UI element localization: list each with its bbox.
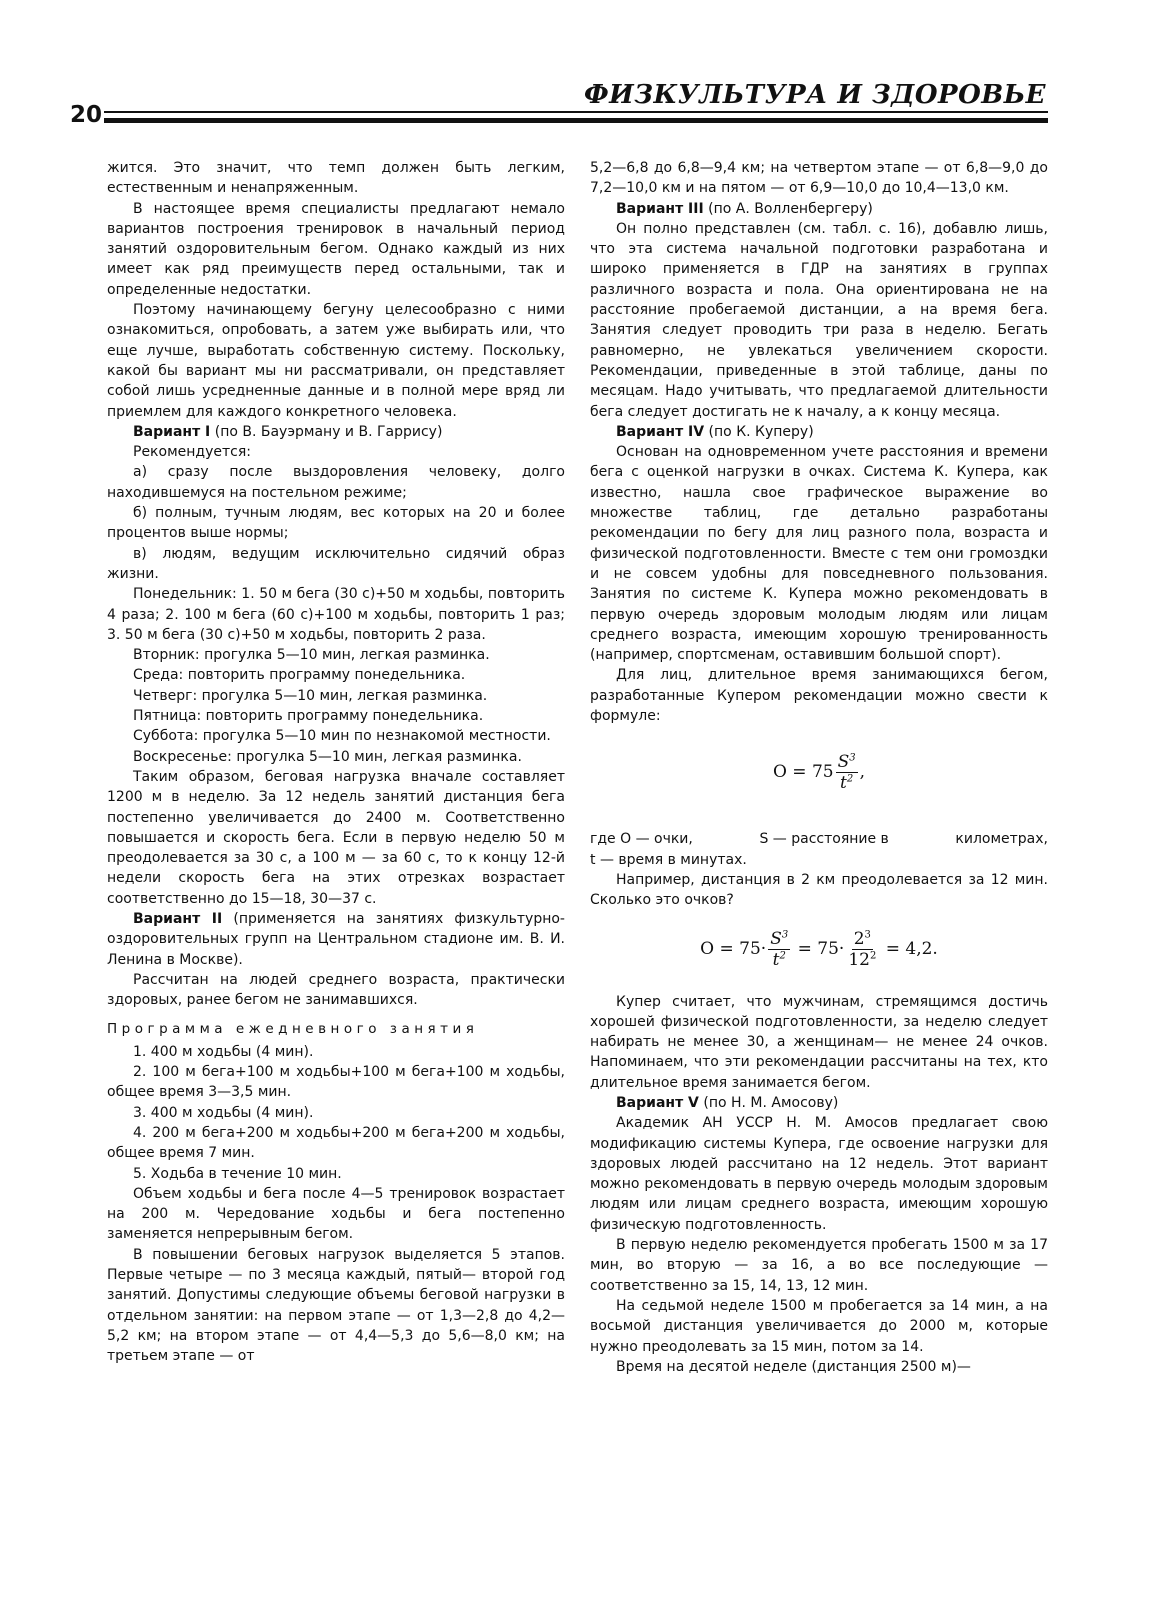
variant-2-source: (применяется на занятиях физкультурно-оздоровительных групп на Центральном стадионе им. В. И. Ленина в Москве). — [107, 910, 565, 968]
legend-time: t — время в минутах. — [590, 851, 747, 868]
paragraph: В настоящее время специалисты предлагают немало вариантов построения тренировок в начальный период занятий оздоровительным бегом. Однако каждый из них имеет как ряд преимуществ перед остальными, так и определенные недостатки. — [107, 200, 565, 298]
list-item: 1. 400 м ходьбы (4 мин). — [133, 1043, 314, 1060]
formula-result: = 4,2. — [880, 938, 938, 959]
variant-4-source: (по К. Куперу) — [704, 423, 814, 440]
schedule-thursday: Четверг: прогулка 5—10 мин, легкая разминка. — [133, 687, 488, 704]
paragraph: Рекомендуется: — [133, 444, 251, 461]
paragraph: Основан на одновременном учете расстояния и времени бега с оценкой нагрузки в очках. Система К. Купера, как известно, нашла свое графическое выражение во множестве таблиц, где детально разработаны рекомендации по бегу для лиц разного пола, возраста и физической подготовленности. Вместе с тем они громоздки и не совсем удобны для повседневного пользования. Занятия по системе К. Купера можно рекомендовать в первую очередь здоровым молодым людям или лицам среднего возраста, имеющим хорошую тренированность (например, спортсменам, оставившим большой спорт). — [590, 444, 1048, 664]
list-item: 3. 400 м ходьбы (4 мин). — [133, 1104, 314, 1121]
denominator-exponent: 2 — [846, 773, 854, 785]
numerator-value: 2 — [853, 928, 865, 949]
list-item: 4. 200 м бега+200 м ходьбы+200 м бега+200 м ходьбы, общее время 7 мин. — [107, 1124, 565, 1162]
fraction-numerator — [836, 752, 858, 773]
numerator-exponent: 3 — [781, 928, 789, 940]
formula-tail: , — [859, 762, 866, 783]
paragraph: Для лиц, длительное время занимающихся бегом, разработанные Купером рекомендации можно свести к формуле: — [590, 667, 1048, 725]
formula-middle: = 75· — [792, 938, 845, 959]
program-heading: Программа ежедневного занятия — [107, 1021, 479, 1038]
formula-lhs: О = 75 — [772, 762, 834, 783]
list-item: а) сразу после выздоровления человеку, долго находившемуся на постельном режиме; — [107, 464, 565, 501]
numerator-symbol: S — [770, 928, 782, 949]
variant-5-label: Вариант V — [616, 1094, 699, 1111]
paragraph: В повышении беговых нагрузок выделяется 5 этапов. Первые четыре — по 3 месяца каждый, пятый— второй год занятий. Допустимы следующие объемы беговой нагрузки в отдельном занятии: на первом этапе — от 1,3—2,8 до 4,2—5,2 км; на втором этапе — от 4,4—5,3 до 5,6—8,0 км; на третьем этапе — от — [107, 1246, 565, 1365]
schedule-saturday: Суббота: прогулка 5—10 мин по незнакомой местности. — [133, 728, 551, 745]
denominator-symbol: t — [840, 773, 847, 794]
numerator-symbol: S — [837, 752, 850, 773]
formula-legend — [590, 829, 1048, 849]
fraction-numerator — [768, 929, 790, 950]
variant-3-label: Вариант III — [616, 200, 704, 217]
schedule-friday: Пятница: повторить программу понедельника. — [133, 708, 484, 725]
paragraph: 5,2—6,8 до 6,8—9,4 км; на четвертом этапе — от 6,8—9,0 до 7,2—10,0 км и на пятом — от 6,9—10,0 до 10,4—13,0 км. — [590, 160, 1048, 197]
variant-5-source: (по Н. М. Амосову) — [698, 1094, 839, 1111]
fraction-numerator — [852, 929, 873, 950]
variant-5-heading — [590, 1093, 1048, 1113]
variant-4-label: Вариант IV — [616, 423, 705, 440]
legend-points: где О — очки, — [590, 831, 693, 848]
formula-lhs: О = 75· — [700, 938, 767, 959]
cooper-formula — [590, 752, 1048, 793]
header-rule-thick — [104, 118, 1048, 123]
paragraph: В первую неделю рекомендуется пробегать 1500 м за 17 мин, во вторую — за 16, а во все последующие — соответственно за 15, 14, 13, 12 мин. — [590, 1237, 1048, 1294]
variant-1-source: (по В. Бауэрману и В. Гаррису) — [210, 423, 443, 440]
paragraph: Академик АН УССР Н. М. Амосов предлагает свою модификацию системы Купера, где освоение нагрузки для здоровых людей рассчитано на 12 недель. Этот вариант можно рекомендовать в первую очередь молодым здоровым людям или лицам среднего возраста, имеющим хорошую физическую подготовленность. — [590, 1115, 1048, 1233]
formula-fraction — [846, 929, 878, 970]
legend-km: километрах, — [955, 831, 1048, 848]
list-item: в) людям, ведущим исключительно сидячий образ жизни. — [107, 545, 565, 582]
variant-3-heading — [590, 199, 1048, 219]
paragraph: Он полно представлен (см. табл. с. 16), добавлю лишь, что эта система начальной подготовки разработана и широко применяется в ГДР на занятиях в группах различного возраста и пола. Она ориентирована не на расстояние пробегаемой дистанции, а на время бега. Занятия следует проводить три раза в неделю. Бегать равномерно, не увлекаться увеличением скорости. Рекомендации, приведенные в этой таблице, даны по месяцам. Надо учитывать, что предлагаемой длительности бега следует достигать не к началу, а к концу месяца. — [590, 220, 1048, 420]
list-item: б) полным, тучным людям, вес которых на 20 и более процентов выше нормы; — [107, 505, 565, 542]
right-column — [590, 158, 1048, 1377]
formula-fraction — [768, 929, 790, 970]
denominator-value: 12 — [848, 949, 870, 970]
list-item: 2. 100 м бега+100 м ходьбы+100 м бега+100 м ходьбы, общее время 3—3,5 мин. — [107, 1064, 565, 1101]
variant-4-heading — [590, 422, 1048, 442]
paragraph: Купер считает, что мужчинам, стремящимся достичь хорошей физической подготовленности, за неделю следует набирать не менее 30, а женщинам— не менее 24 очков. Напоминаем, что эти рекомендации рассчитаны на тех, кто длительное время занимается бегом. — [590, 993, 1048, 1091]
page-header — [70, 80, 1048, 130]
denominator-symbol: t — [772, 949, 780, 970]
legend-distance: S — расстояние в — [759, 831, 889, 848]
paragraph: Объем ходьбы и бега после 4—5 тренировок возрастает на 200 м. Чередование ходьбы и бега постепенно заменяется непрерывным бегом. — [107, 1185, 565, 1243]
numerator-exponent: 3 — [864, 928, 871, 940]
example-formula — [590, 929, 1048, 970]
paragraph: Например, дистанция в 2 км преодолевается за 12 мин. Сколько это очков? — [590, 871, 1048, 909]
fraction-denominator — [846, 950, 878, 970]
fraction-denominator — [838, 773, 855, 793]
left-column — [107, 158, 565, 1367]
schedule-tuesday: Вторник: прогулка 5—10 мин, легкая разминка. — [133, 647, 490, 664]
denominator-exponent: 2 — [779, 949, 786, 961]
paragraph: жится. Это значит, что темп должен быть легким, естественным и ненапряженным. — [107, 160, 565, 197]
denominator-exponent: 2 — [869, 949, 877, 961]
formula-fraction — [836, 752, 858, 793]
list-item: 5. Ходьба в течение 10 мин. — [133, 1165, 342, 1182]
schedule-monday: Понедельник: 1. 50 м бега (30 с)+50 м ходьбы, повторить 4 раза; 2. 100 м бега (60 с)+100 м ходьбы, повторить 1 раз; 3. 50 м бега (30 с)+50 м ходьбы, повторить 2 раза. — [107, 586, 565, 643]
variant-3-source: (по А. Волленбергеру) — [703, 200, 873, 217]
paragraph: На седьмой неделе 1500 м пробегается за 14 мин, а на восьмой дистанция увеличивается до 2000 м, которые нужно преодолевать за 15 мин, потом за 14. — [590, 1297, 1048, 1355]
variant-1-label: Вариант I — [133, 423, 211, 440]
variant-1-heading — [107, 422, 565, 442]
header-rule-thin — [104, 111, 1048, 113]
variant-2-heading — [107, 909, 565, 970]
variant-2-label: Вариант II — [133, 910, 223, 927]
paragraph: Рассчитан на людей среднего возраста, практически здоровых, ранее бегом не занимавшихся. — [107, 971, 565, 1009]
page-number: 20 — [70, 102, 103, 128]
fraction-denominator — [771, 950, 788, 970]
paragraph: Поэтому начинающему бегуну целесообразно с ними ознакомиться, опробовать, а затем уже выбирать или, что еще лучше, выработать собственную систему. Поскольку, какой бы вариант мы ни рассматривали, он представляет собой лишь усредненные данные и в полной мере вряд ли приемлем для каждого конкретного человека. — [107, 302, 565, 420]
schedule-wednesday: Среда: повторить программу понедельника. — [133, 667, 466, 684]
numerator-exponent: 3 — [849, 752, 856, 764]
paragraph: Время на десятой неделе (дистанция 2500 м)— — [616, 1358, 971, 1375]
running-title: ФИЗКУЛЬТУРА И ЗДОРОВЬЕ — [584, 80, 1046, 110]
paragraph: Таким образом, беговая нагрузка вначале составляет 1200 м в неделю. За 12 недель занятий дистанция бега постепенно увеличивается до 2400 м. Соответственно повышается и скорость бега. Если в первую неделю 50 м преодолевается за 30 с, а 100 м — за 60 с, то к концу 12-й недели скорость бега на этих отрезках возрастает соответственно до 15—18, 30—37 с. — [107, 768, 565, 907]
schedule-sunday: Воскресенье: прогулка 5—10 мин, легкая разминка. — [133, 748, 522, 765]
